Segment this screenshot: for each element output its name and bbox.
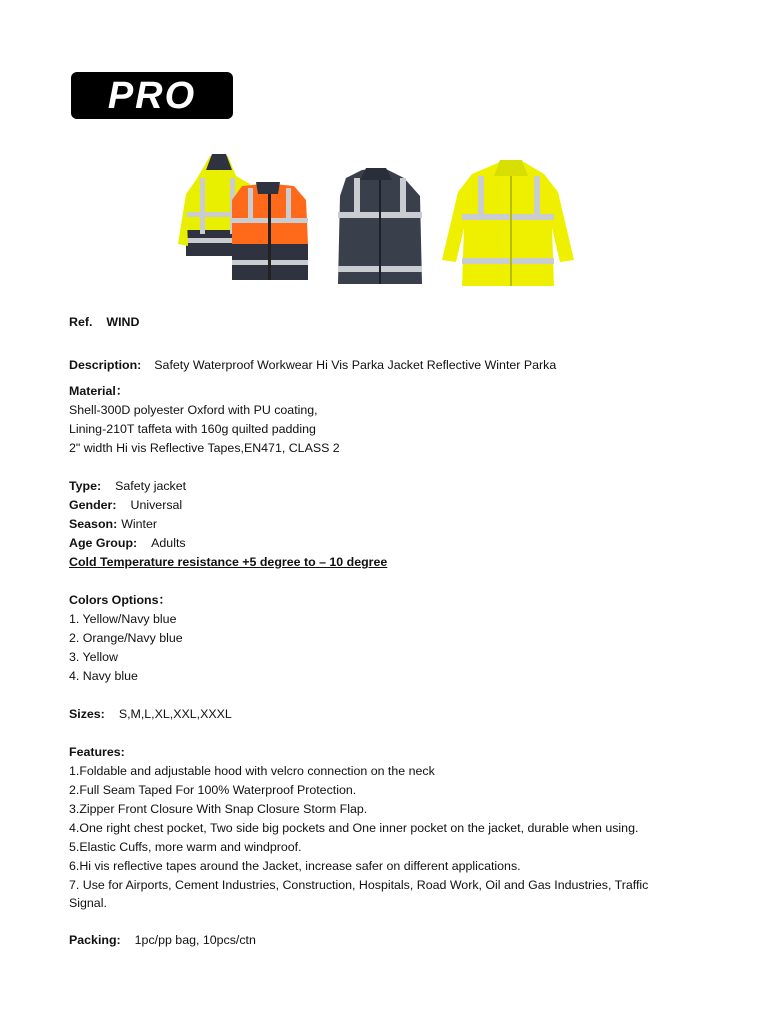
ref-label: Ref.: [69, 315, 93, 329]
ref-row: [69, 313, 709, 332]
packing-value: 1pc/pp bag, 10pcs/ctn: [134, 933, 256, 947]
jacket-navy-image: [338, 168, 422, 284]
description-row: [69, 356, 709, 375]
color-option: 4. Navy blue: [69, 669, 138, 683]
material-line: 2" width Hi vis Reflective Tapes,EN471, CLASS 2: [69, 441, 340, 455]
spec-sheet: [69, 313, 709, 950]
age-group-value: Adults: [151, 536, 186, 550]
pro-logo: [71, 72, 233, 119]
packing-label: Packing:: [69, 933, 121, 947]
gender-value: Universal: [130, 498, 183, 512]
type-label: Type:: [69, 479, 102, 493]
feature-item: 2.Full Seam Taped For 100% Waterproof Protection.: [69, 783, 357, 797]
colors-label: Colors Options：: [69, 593, 171, 607]
description-label: Description:: [69, 358, 142, 372]
color-option: 2. Orange/Navy blue: [69, 631, 183, 645]
material-line: Lining-210T taffeta with 160g quilted padding: [69, 422, 316, 436]
season-row: [69, 515, 709, 534]
sizes-row: [69, 705, 709, 724]
type-value: Safety jacket: [115, 479, 187, 493]
gender-label: Gender:: [69, 498, 117, 512]
feature-item: 5.Elastic Cuffs, more warm and windproof.: [69, 840, 302, 854]
material-label: Material：: [69, 384, 129, 398]
color-option: 3. Yellow: [69, 650, 118, 664]
season-value: Winter: [121, 517, 158, 531]
age-group-row: [69, 534, 709, 553]
season-label: Season:: [69, 517, 118, 531]
feature-item: 1.Foldable and adjustable hood with velcro connection on the neck: [69, 764, 435, 778]
product-photos: [170, 148, 590, 298]
logo-text: PRO: [107, 75, 197, 117]
description-value: Safety Waterproof Workwear Hi Vis Parka Jacket Reflective Winter Parka: [154, 358, 557, 372]
feature-item: 3.Zipper Front Closure With Snap Closure Storm Flap.: [69, 802, 368, 816]
jacket-orange-navy-image: [232, 182, 308, 280]
material-line: Shell-300D polyester Oxford with PU coating,: [69, 403, 318, 417]
color-option: 1. Yellow/Navy blue: [69, 612, 177, 626]
sizes-label: Sizes:: [69, 707, 105, 721]
age-group-label: Age Group:: [69, 536, 138, 550]
ref-value: WIND: [106, 315, 140, 329]
packing-row: [69, 931, 709, 950]
feature-item: 6.Hi vis reflective tapes around the Jacket, increase safer on different applications.: [69, 859, 521, 873]
cold-temperature-note: Cold Temperature resistance +5 degree to – 10 degree: [69, 555, 388, 569]
features-label: Features:: [69, 745, 125, 759]
type-row: [69, 477, 709, 496]
feature-item: 7. Use for Airports, Cement Industries, Construction, Hospitals, Road Work, Oil and Gas Industries, Traffic Signal.: [69, 878, 649, 910]
gender-row: [69, 496, 709, 515]
feature-item: 4.One right chest pocket, Two side big pockets and One inner pocket on the jacket, durable when using.: [69, 821, 639, 835]
jacket-yellow-image: [442, 160, 574, 286]
sizes-value: S,M,L,XL,XXL,XXXL: [118, 707, 232, 721]
